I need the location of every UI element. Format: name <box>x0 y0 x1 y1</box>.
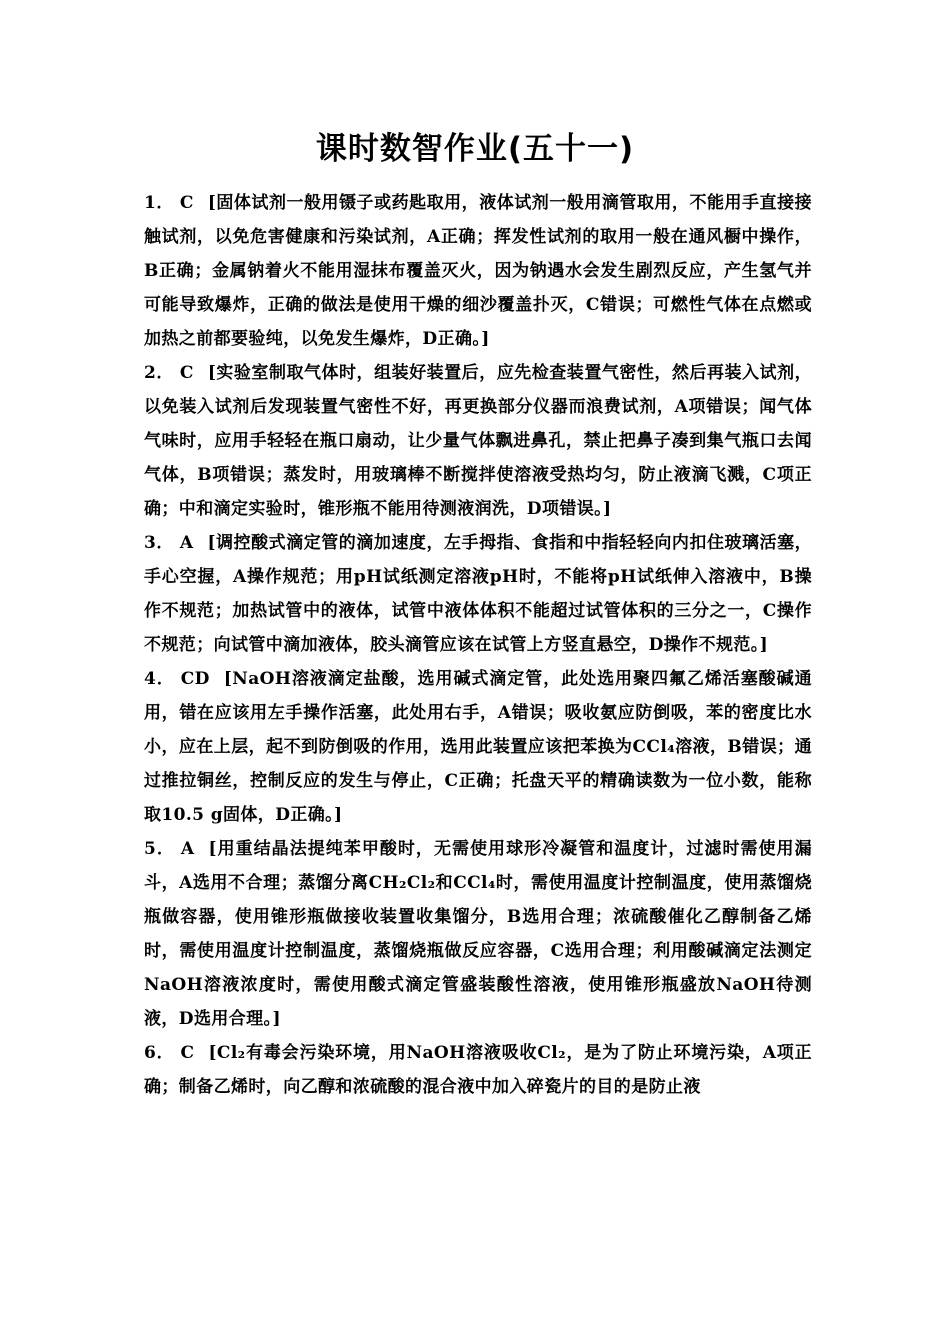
answer-key: CD <box>180 669 210 689</box>
answer-explanation: [固体试剂一般用镊子或药匙取用，液体试剂一般用滴管取用，不能用手直接接触试剂，以免危害健康和污染试剂，A正确；挥发性试剂的取用一般在通风橱中操作，B正确；金属钠着火不能用湿抹布覆盖灭火，因为钠遇水会发生剧烈反应，产生氢气并可能导致爆炸，正确的做法是使用干燥的细沙覆盖扑灭，C错误；可燃性气体在点燃或加热之前都要验纯，以免发生爆炸，D正确。] <box>144 193 812 349</box>
answer-explanation: [Cl₂有毒会污染环境，用NaOH溶液吸收Cl₂，是为了防止环境污染，A项正确；制备乙烯时，向乙醇和浓硫酸的混合液中加入碎瓷片的目的是防止液 <box>144 1043 812 1097</box>
answer-explanation: [用重结晶法提纯苯甲酸时，无需使用球形冷凝管和温度计，过滤时需使用漏斗，A选用不合理；蒸馏分离CH₂Cl₂和CCl₄时，需使用温度计控制温度，使用蒸馏烧瓶做容器，使用锥形瓶做接收装置收集馏分，B选用合理；浓硫酸催化乙醇制备乙烯时，需使用温度计控制温度，蒸馏烧瓶做反应容器，C选用合理；利用酸碱滴定法测定NaOH溶液浓度时，需使用酸式滴定管盛装酸性溶液，使用锥形瓶盛放NaOH待测液，D选用合理。] <box>144 839 812 1029</box>
answer-list <box>144 186 812 1104</box>
answer-number: 6． <box>144 1043 175 1063</box>
answer-item-6 <box>144 1036 812 1104</box>
answer-explanation: [调控酸式滴定管的滴加速度，左手拇指、食指和中指轻轻向内扣住玻璃活塞，手心空握，A操作规范；用pH试纸测定溶液pH时，不能将pH试纸伸入溶液中，B操作不规范；加热试管中的液体，试管中液体体积不能超过试管体积的三分之一，C操作不规范；向试管中滴加液体，胶头滴管应该在试管上方竖直悬空，D操作不规范。] <box>144 533 812 655</box>
answer-key: C <box>180 1043 195 1063</box>
answer-number: 2． <box>144 363 174 383</box>
answer-number: 5． <box>144 839 175 859</box>
answer-key: A <box>179 533 194 553</box>
answer-explanation: [实验室制取气体时，组装好装置后，应先检查装置气密性，然后再装入试剂，以免装入试剂后发现装置气密性不好，再更换部分仪器而浪费试剂，A项错误；闻气体气味时，应用手轻轻在瓶口扇动，让少量气体飘进鼻孔，禁止把鼻子凑到集气瓶口去闻气体，B项错误；蒸发时，用玻璃棒不断搅拌使溶液受热均匀，防止液滴飞溅，C项正确；中和滴定实验时，锥形瓶不能用待测液润洗，D项错误。] <box>144 363 812 519</box>
answer-item-1 <box>144 186 812 356</box>
answer-item-2 <box>144 356 812 526</box>
answer-item-4 <box>144 662 812 832</box>
answer-key: A <box>180 839 195 859</box>
answer-number: 1． <box>144 193 174 213</box>
answer-key: C <box>179 363 194 383</box>
answer-number: 3． <box>144 533 174 553</box>
answer-item-5 <box>144 832 812 1036</box>
answer-explanation: [NaOH溶液滴定盐酸，选用碱式滴定管，此处选用聚四氟乙烯活塞酸碱通用，错在应该用左手操作活塞，此处用右手，A错误；吸收氨应防倒吸，苯的密度比水小，应在上层，起不到防倒吸的作用，选用此装置应该把苯换为CCl₄溶液，B错误；通过推拉铜丝，控制反应的发生与停止，C正确；托盘天平的精确读数为一位小数，能称取10.5 g固体，D正确。] <box>144 669 812 825</box>
page-title: 课时数智作业(五十一) <box>315 131 635 167</box>
answer-item-3 <box>144 526 812 662</box>
answer-key: C <box>179 193 194 213</box>
answer-number: 4． <box>144 669 175 689</box>
